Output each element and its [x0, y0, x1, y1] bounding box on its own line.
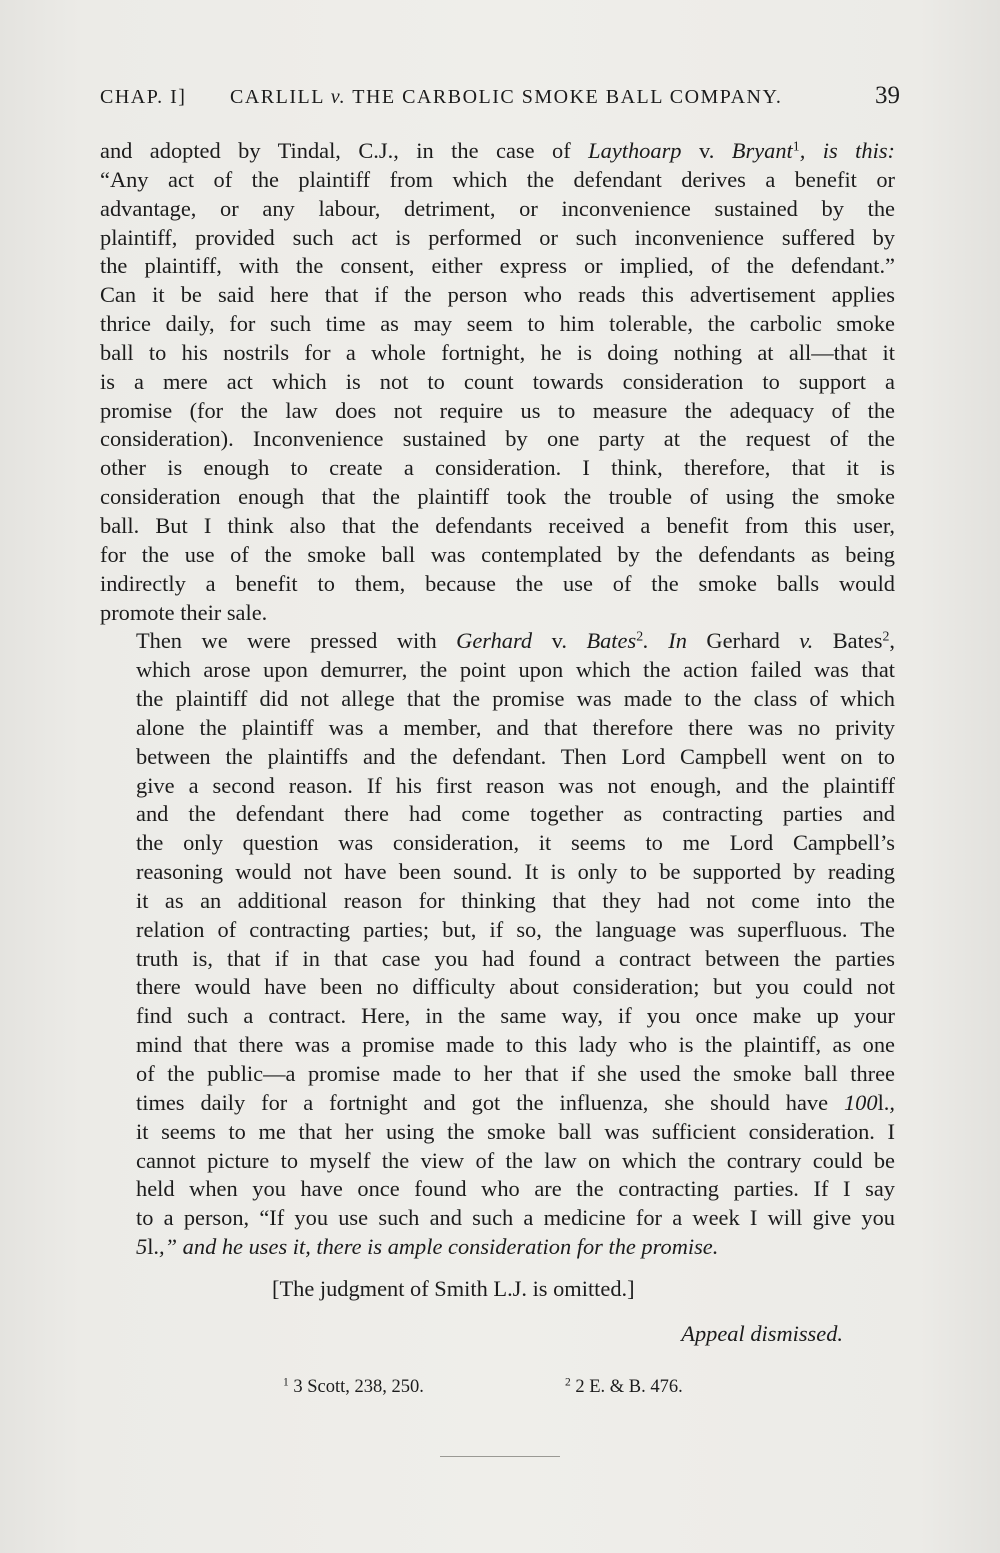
text-line: mind that there was a promise made to this lady who is the plaintiff, as one [136, 1032, 895, 1058]
footnote-text: 3 Scott, 238, 250. [288, 1377, 424, 1397]
text-line: truth is, that if in that case you had found a contract between the parties [136, 945, 895, 971]
text-line: Can it be said here that if the person who reads this advertisement applies [100, 282, 895, 308]
text-line: the only question was consideration, it seems to me Lord Campbell’s [136, 830, 895, 856]
text-line: promote their sale. [100, 599, 268, 625]
text-line: cannot picture to myself the view of the law on which the contrary could be [136, 1147, 895, 1173]
text-line: ball to his nostrils for a whole fortnight, he is doing nothing at all—that it [100, 339, 895, 365]
text-line: there would have been no difficulty about consideration; but you could not [136, 974, 895, 1000]
text-line: Then we were pressed with Gerhard v. Bates$^2$. In Gerhard v. Bates$^2$, [136, 628, 895, 654]
text-line: promise (for the law does not require us to measure the adequacy of the [100, 397, 895, 423]
text-line: times daily for a fortnight and got the influenza, she should have 100l., [136, 1089, 895, 1115]
paragraph-consideration [100, 137, 895, 627]
page-number: 39 [875, 82, 900, 109]
text-line: relation of contracting parties; but, if so, the language was superfluous. The [136, 916, 895, 942]
text-line: and the defendant there had come together as contracting parties and [136, 801, 895, 827]
text-line: and adopted by Tindal, C.J., in the case of Laythoarp v. Bryant$^1$, is this: [100, 138, 895, 163]
text-line: 5l.,” and he uses it, there is ample consideration for the promise. [136, 1234, 719, 1260]
text-line: the plaintiff did not allege that the promise was made to the class of which [136, 686, 895, 712]
running-title-part: CARLILL [230, 86, 331, 108]
footnote-text: 2 E. & B. 476. [570, 1377, 683, 1397]
text-line: find such a contract. Here, in the same way, if you once make up your [136, 1003, 895, 1029]
text-line: plaintiff, provided such act is performed or such inconvenience suffered by [100, 224, 895, 250]
text-line: to a person, “If you use such and such a medicine for a week I will give you [136, 1205, 895, 1231]
text-line: indirectly a benefit to them, because the use of the smoke balls would [100, 570, 895, 596]
chapter-label: CHAP. I] [100, 86, 187, 108]
appeal-result: Appeal dismissed. [681, 1321, 843, 1346]
text-line: “Any act of the plaintiff from which the defendant derives a benefit or [100, 166, 895, 192]
running-title-part: THE CARBOLIC SMOKE BALL COMPANY. [346, 86, 783, 108]
running-title [230, 86, 782, 109]
text-line: it seems to me that her using the smoke ball was sufficient consideration. I [136, 1118, 895, 1144]
text-line: alone the plaintiff was a member, and that therefore there was no privity [136, 714, 895, 740]
text-line: of the public—a promise made to her that if she used the smoke ball three [136, 1061, 895, 1086]
bleed-through-rule [440, 1456, 560, 1457]
text-line: for the use of the smoke ball was contemplated by the defendants as being [100, 541, 895, 567]
footnote-marker: 2 [565, 1376, 571, 1389]
text-line: consideration enough that the plaintiff took the trouble of using the smoke [100, 484, 895, 510]
body-text [100, 137, 895, 1262]
footnote-marker: 1 [283, 1376, 289, 1389]
text-line: reasoning would not have been sound. It is only to be supported by reading [136, 859, 895, 885]
omitted-judgment-note: [The judgment of Smith L.J. is omitted.] [272, 1276, 635, 1301]
paragraph-gerhard-v-bates [100, 627, 895, 1262]
running-title-v: v. [330, 86, 347, 108]
text-line: ball. But I think also that the defendants received a benefit from this user, [100, 512, 895, 538]
text-line: is a mere act which is not to count towards consideration to support a [100, 368, 895, 394]
text-line: the plaintiff, with the consent, either express or implied, of the defendant.” [100, 253, 895, 279]
text-line: other is enough to create a consideration. I think, therefore, that it is [100, 455, 895, 481]
footnote-1 [283, 1377, 424, 1398]
text-line: held when you have once found who are the contracting parties. If I say [136, 1176, 895, 1202]
text-line: it as an additional reason for thinking that they had not come into the [136, 887, 895, 913]
text-line: give a second reason. If his first reason was not enough, and the plaintiff [136, 772, 895, 798]
text-line: which arose upon demurrer, the point upon which the action failed was that [136, 657, 895, 683]
text-line: advantage, or any labour, detriment, or inconvenience sustained by the [100, 195, 895, 221]
text-line: consideration). Inconvenience sustained by one party at the request of the [100, 426, 895, 452]
footnote-2 [565, 1377, 683, 1398]
text-line: thrice daily, for such time as may seem to him tolerable, the carbolic smoke [100, 311, 895, 337]
text-line: between the plaintiffs and the defendant. Then Lord Campbell went on to [136, 743, 895, 769]
